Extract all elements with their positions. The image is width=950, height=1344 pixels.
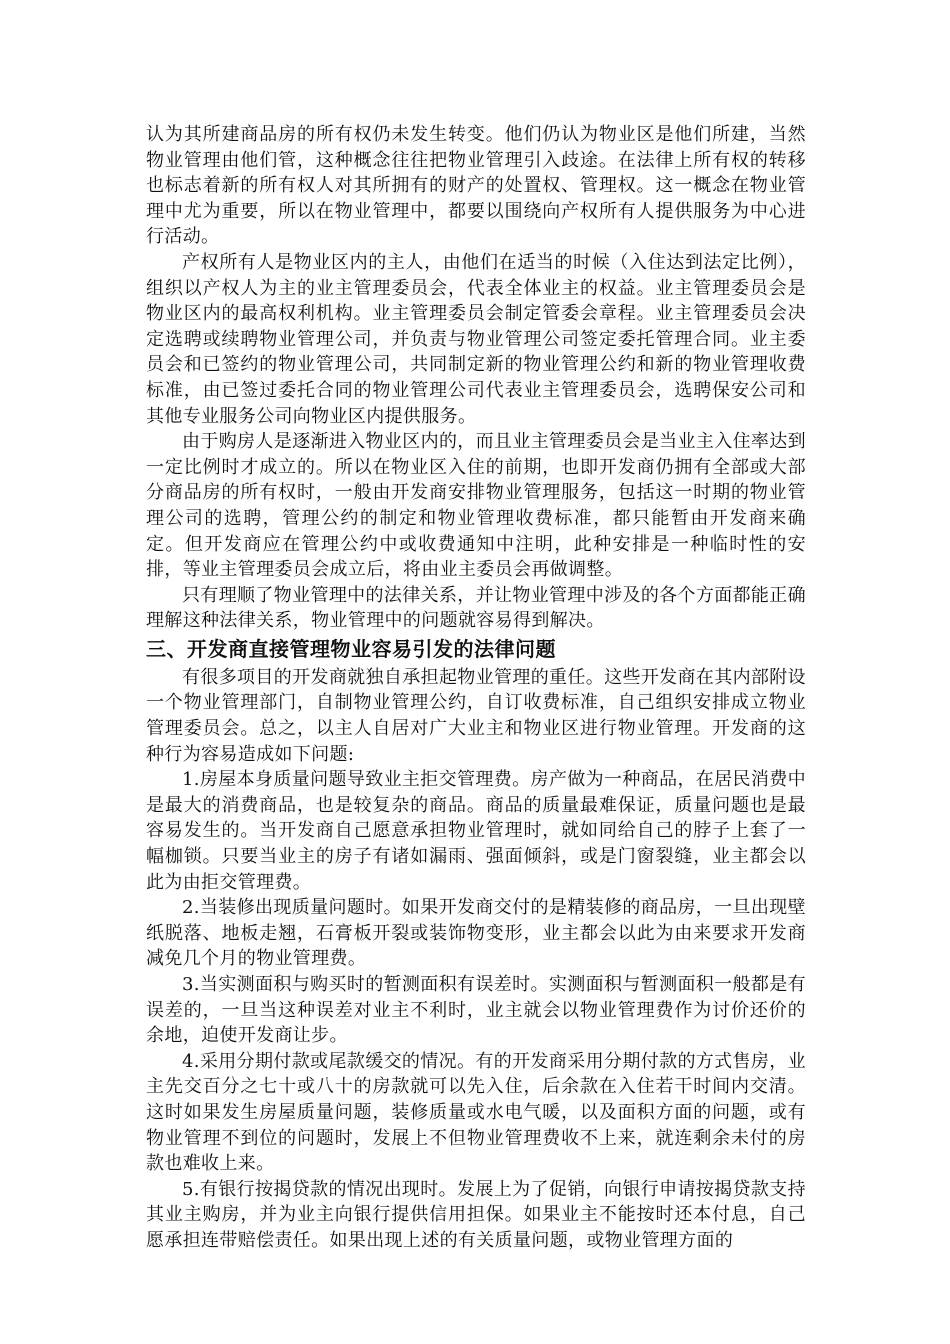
list-item-3: 3.当实测面积与购买时的暂测面积有误差时。实测面积与暂测面积一般都是有误差的，一旦当这种误差对业主不利时，业主就会以物业管理费作为讨价还价的余地，迫使开发商让步。 xyxy=(146,974,806,1047)
section-heading: 三、开发商直接管理物业容易引发的法律问题 xyxy=(146,636,556,661)
paragraph-conclusion: 只有理顺了物业管理中的法律关系，并让物业管理中涉及的各个方面都能正确理解这种法律关系，物业管理中的问题就容易得到解决。 xyxy=(146,584,806,632)
list-item-5: 5.有银行按揭贷款的情况出现时。发展上为了促销，向银行申请按揭贷款支持其业主购房，并为业主向银行提供信用担保。如果业主不能按时还本付息，自己愿承担连带赔偿责任。如果出现上述的有关质量问题，或物业管理方面的 xyxy=(146,1178,806,1251)
list-item-2: 2.当装修出现质量问题时。如果开发商交付的是精装修的商品房，一旦出现壁纸脱落、地板走翘，石膏板开裂或装饰物变形，业主都会以此为由来要求开发商减免几个月的物业管理费。 xyxy=(146,897,806,970)
paragraph-property-owners: 产权所有人是物业区内的主人，由他们在适当的时候（入住达到法定比例），组织以产权人为主的业主管理委员会，代表全体业主的权益。业主管理委员会是物业区内的最高权利机构。业主管理委员会制定管委会章程。业主管理委员会决定选聘或续聘物业管理公司，并负责与物业管理公司签定委托管理合同。业主委员会和已签约的物业管理公司，共同制定新的物业管理公约和新的物业管理收费标准，由已签过委托合同的物业管理公司代表业主管理委员会，选聘保安公司和其他专业服务公司向物业区内提供服务。 xyxy=(146,251,806,427)
list-item-4: 4.采用分期付款或尾款缓交的情况。有的开发商采用分期付款的方式售房，业主先交百分之七十或八十的房款就可以先入住，后余款在入住若干时间内交清。这时如果发生房屋质量问题，装修质量或水电气暖，以及面积方面的问题，或有物业管理不到位的问题时，发展上不但物业管理费收不上来，就连剩余未付的房款也难收上来。 xyxy=(146,1050,806,1175)
paragraph-early-stage: 由于购房人是逐渐进入物业区内的，而且业主管理委员会是当业主入住率达到一定比例时才成立的。所以在物业区入住的前期，也即开发商仍拥有全部或大部分商品房的所有权时，一般由开发商安排物业管理服务，包括这一时期的物业管理公司的选聘，管理公约的制定和物业管理收费标准，都只能暂由开发商来确定。但开发商应在管理公约中或收费通知中注明，此种安排是一种临时性的安排，等业主管理委员会成立后，将由业主委员会再做调整。 xyxy=(146,431,806,581)
paragraph-intro: 有很多项目的开发商就独自承担起物业管理的重任。这些开发商在其内部附设一个物业管理部门，自制物业管理公约，自订收费标准，自己组织安排成立物业管理委员会。总之，以主人自居对广大业主和物业区进行物业管理。开发商的这种行为容易造成如下问题: xyxy=(146,666,806,765)
paragraph-continuation: 认为其所建商品房的所有权仍未发生转变。他们仍认为物业区是他们所建，当然物业管理由他们管，这种概念往往把物业管理引入歧途。在法律上所有权的转移也标志着新的所有权人对其所拥有的财产的处置权、管理权。这一概念在物业管理中尤为重要，所以在物业管理中，都要以围绕向产权所有人提供服务为中心进行活动。 xyxy=(146,124,806,248)
document-page xyxy=(146,122,806,1254)
list-item-1: 1.房屋本身质量问题导致业主拒交管理费。房产做为一种商品，在居民消费中是最大的消费商品，也是较复杂的商品。商品的质量最难保证，质量问题也是最容易发生的。当开发商自己愿意承担物业管理时，就如同给自己的脖子上套了一幅枷锁。只要当业主的房子有诸如漏雨、强面倾斜，或是门窗裂缝，业主都会以此为由拒交管理费。 xyxy=(146,769,806,893)
